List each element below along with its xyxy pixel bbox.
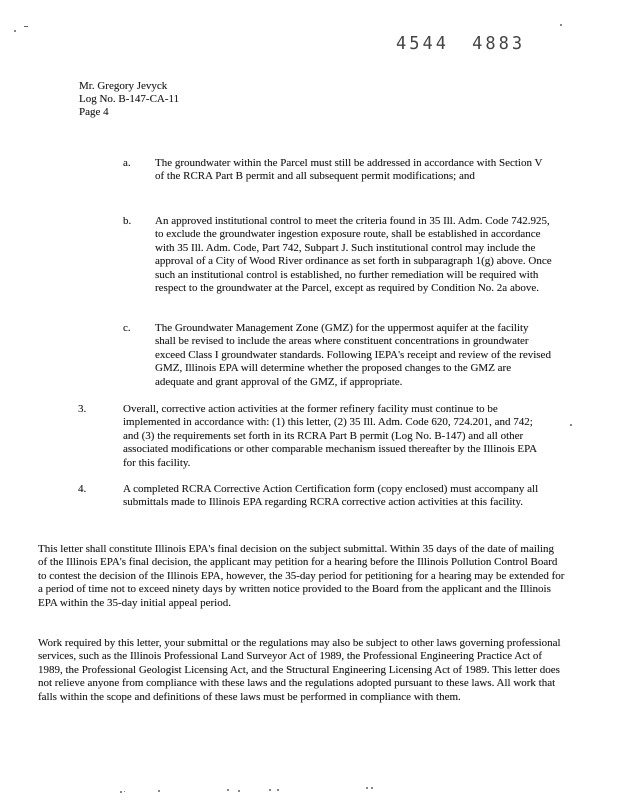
scan-speck <box>277 789 279 791</box>
list-item-3 <box>78 403 549 470</box>
list-item-label: c. <box>123 322 131 334</box>
scan-speck <box>24 26 28 27</box>
recipient-line: Mr. Gregory Jevyck <box>79 80 168 92</box>
list-item-a <box>123 157 552 184</box>
scan-speck <box>238 790 240 792</box>
list-item-text: A completed RCRA Corrective Action Certification form (copy enclosed) must accompany all submittals made to Illinois EPA regarding RCRA corrective action activities at this facility. <box>123 483 539 509</box>
list-item-text: Overall, corrective action activities at the former refinery facility must continue to be implemented in accordance with: (1) this letter, (2) 35 Ill. Adm. Code 620, 724.201, and 742; and (3) the requirements set forth in its RCRA Part B permit (Log No. B-147) and all other associated modifications or other comparable mechanism issued thereafter by the Illinois EPA for this facility. <box>123 403 537 469</box>
scan-speck <box>560 24 562 26</box>
stamp-number: 4544 4883 <box>396 33 526 55</box>
list-item-label: 4. <box>78 483 87 495</box>
scan-speck <box>120 791 122 793</box>
scan-speck <box>158 790 160 792</box>
list-item-c <box>123 322 552 389</box>
letter-header <box>79 80 179 120</box>
scan-speck <box>570 424 572 426</box>
scan-speck <box>227 789 229 791</box>
list-item-label: a. <box>123 157 131 169</box>
scan-speck <box>371 787 373 789</box>
list-item-b <box>123 215 552 295</box>
list-item-4 <box>78 483 549 510</box>
list-item-text: An approved institutional control to meet the criteria found in 35 Ill. Adm. Code 742.925, to exclude the groundwater ingestion exposure route, shall be established in accordance with 35 Ill. Adm. Code, Part 742, Subpart J. Such institutional control may include the approval of a City of Wood River ordinance as set forth in subparagraph 1(g) above. Once such an institutional control is established, no further remediation will be required with respect to the groundwater at the Parcel, except as required by Condition No. 2a above. <box>155 215 552 295</box>
list-item-label: 3. <box>78 403 87 415</box>
log-number-line: Log No. B-147-CA-11 <box>79 93 180 106</box>
list-item-text: The Groundwater Management Zone (GMZ) for the uppermost aquifer at the facility shall be revised to include the areas where constituent concentrations in groundwater exceed Class I groundwater standards. Following IEPA's receipt and review of the revised GMZ, Illinois EPA will determine whether the proposed changes to the GMZ are adequate and grant approval of the GMZ, if appropriate. <box>155 322 551 388</box>
scan-speck <box>14 30 16 32</box>
scan-speck <box>269 789 271 791</box>
page-number-line: Page 4 <box>79 106 109 119</box>
scan-speck <box>366 787 368 789</box>
body-paragraph: Work required by this letter, your submittal or the regulations may also be subject to other laws governing professional services, such as the Illinois Professional Land Surveyor Act of 1989, the Professional Engineering Practice Act of 1989, the Professional Geologist Licensing Act, and the Structural Engineering Licensing Act of 1989. This letter does not relieve anyone from compliance with these laws and the regulations adopted pursuant to these laws. All work that falls within the scope and definitions of these laws must be performed in compliance with them. <box>38 637 561 703</box>
list-item-text: The groundwater within the Parcel must still be addressed in accordance with Section V of the RCRA Part B permit and all subsequent permit modifications; and <box>155 157 543 183</box>
body-paragraph: This letter shall constitute Illinois EPA's final decision on the subject submittal. Within 35 days of the date of mailing of the Illinois EPA's final decision, the applicant may petition for a hearing before the Illinois Pollution Control Board to contest the decision of the Illinois EPA, however, the 35-day period for petitioning for a hearing may be extended for a period of time not to exceed ninety days by written notice provided to the Board from the applicant and the Illinois EPA within the 35-day initial appeal period. <box>38 543 565 609</box>
scan-speck <box>124 791 125 792</box>
list-item-label: b. <box>123 215 132 227</box>
